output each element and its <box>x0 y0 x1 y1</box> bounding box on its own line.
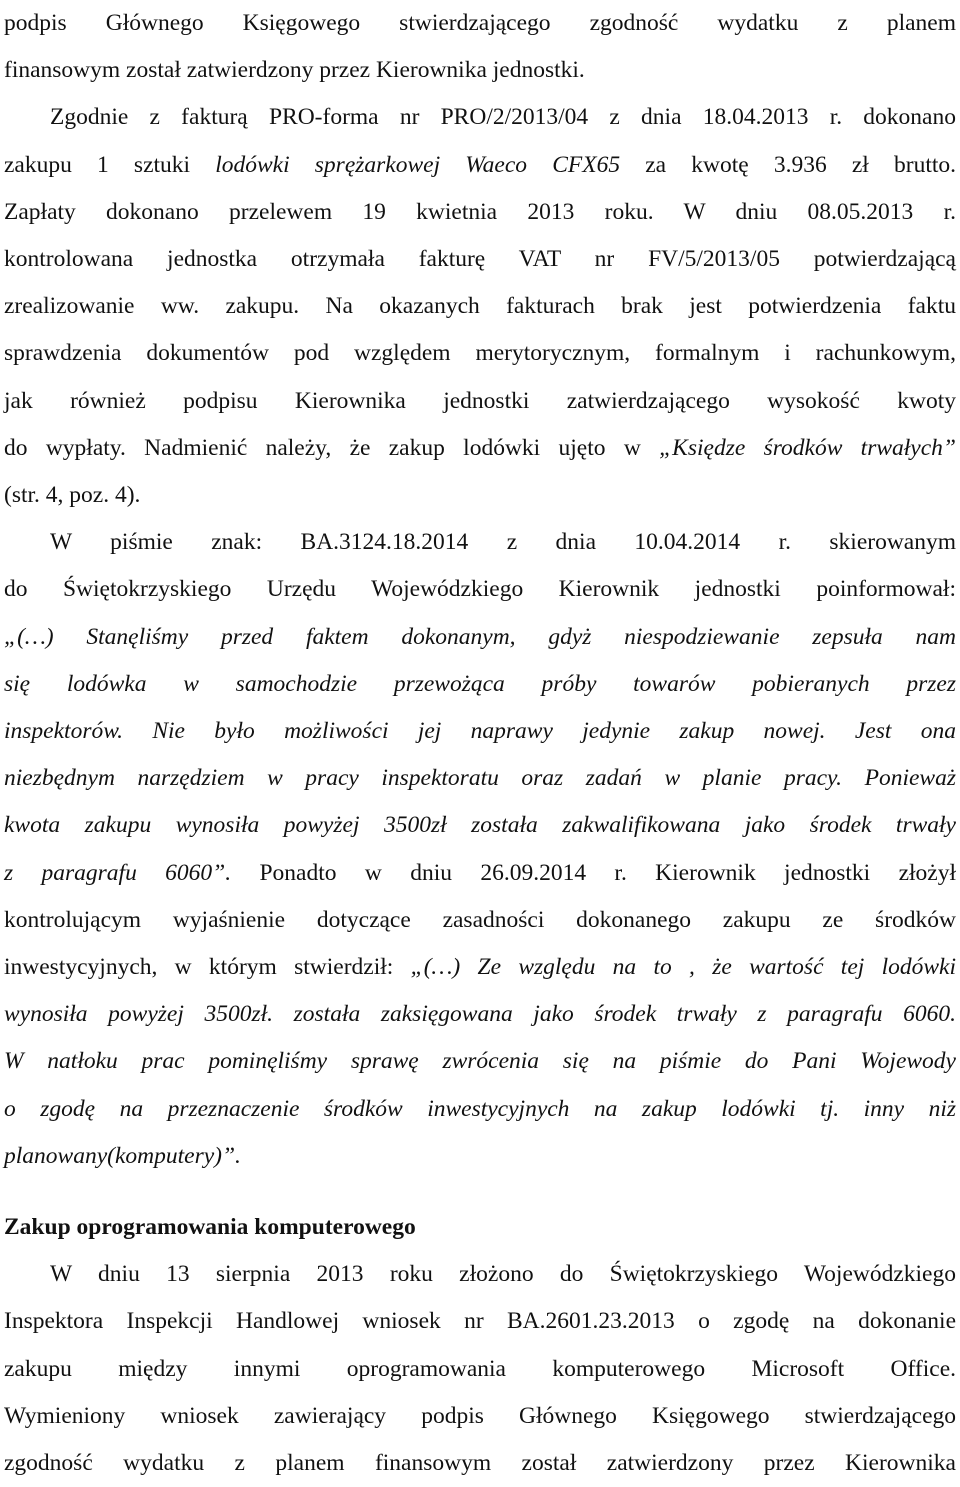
text-line: (str. 4, poz. 4). <box>4 482 141 509</box>
text-line: zrealizowanie ww. zakupu. Na okazanych fakturach brak jest potwierdzenia faktu <box>4 293 956 320</box>
text-line: zakupu między innymi oprogramowania komputerowego Microsoft Office. <box>4 1355 956 1382</box>
text-line: „(…) Stanęliśmy przed faktem dokonanym, gdyż niespodziewanie zepsuła nam <box>4 623 956 650</box>
text-line: Zgodnie z fakturą PRO-forma nr PRO/2/2013/04 z dnia 18.04.2013 r. dokonano <box>50 104 956 131</box>
text-line: W dniu 13 sierpnia 2013 roku złożono do Świętokrzyskiego Wojewódzkiego <box>50 1261 956 1288</box>
text-line: sprawdzenia dokumentów pod względem merytorycznym, formalnym i rachunkowym, <box>4 340 956 367</box>
text-line: jak również podpisu Kierownika jednostki zatwierdzającego wysokość kwoty <box>4 387 956 414</box>
text-line: niezbędnym narzędziem w pracy inspektoratu oraz zadań w planie pracy. Ponieważ <box>4 765 956 792</box>
text-line: do Świętokrzyskiego Urzędu Wojewódzkiego Kierownik jednostki poinformował: <box>4 576 956 603</box>
text-line: wynosiła powyżej 3500zł. została zaksięgowana jako środek trwały z paragrafu 6060. <box>4 1001 956 1028</box>
text-line: finansowym został zatwierdzony przez Kierownika jednostki. <box>4 57 585 84</box>
section-heading: Zakup oprogramowania komputerowego <box>4 1214 416 1241</box>
text-line: inspektorów. Nie było możliwości jej naprawy jedynie zakup nowej. Jest ona <box>4 718 956 745</box>
text-line: Zapłaty dokonano przelewem 19 kwietnia 2013 roku. W dniu 08.05.2013 r. <box>4 198 956 225</box>
text-line: planowany(komputery)”. <box>4 1142 241 1169</box>
body-text-block <box>4 0 956 1180</box>
text-line: do wypłaty. Nadmienić należy, że zakup lodówki ujęto w „Księdze środków trwałych” <box>4 434 956 461</box>
text-line: W piśmie znak: BA.3124.18.2014 z dnia 10.04.2014 r. skierowanym <box>50 529 956 556</box>
text-line: Inspektora Inspekcji Handlowej wniosek nr BA.2601.23.2013 o zgodę na dokonanie <box>4 1308 956 1335</box>
text-line: się lodówka w samochodzie przewożąca próby towarów pobieranych przez <box>4 670 956 697</box>
text-line: z paragrafu 6060”. Ponadto w dniu 26.09.2014 r. Kierownik jednostki złożył <box>4 859 956 886</box>
text-line: zakupu 1 sztuki lodówki sprężarkowej Waeco CFX65 za kwotę 3.936 zł brutto. <box>4 151 957 178</box>
text-line: kwota zakupu wynosiła powyżej 3500zł została zakwalifikowana jako środek trwały <box>4 812 956 839</box>
text-line: kontrolowana jednostka otrzymała fakturę VAT nr FV/5/2013/05 potwierdzającą <box>4 246 956 273</box>
text-line: W natłoku prac pominęliśmy sprawę zwrócenia się na piśmie do Pani Wojewody <box>4 1048 956 1075</box>
document-page <box>4 0 956 1487</box>
text-line: podpis Głównego Księgowego stwierdzającego zgodność wydatku z planem <box>4 10 956 36</box>
text-line: zgodność wydatku z planem finansowym został zatwierdzony przez Kierownika <box>4 1450 956 1477</box>
body-text-block-2 <box>4 1251 956 1487</box>
text-line: inwestycyjnych, w którym stwierdził: „(…) Ze względu na to , że wartość tej lodówki <box>4 954 956 981</box>
text-line: Wymieniony wniosek zawierający podpis Głównego Księgowego stwierdzającego <box>4 1402 956 1429</box>
text-line: kontrolującym wyjaśnienie dotyczące zasadności dokonanego zakupu ze środków <box>4 906 956 933</box>
text-line: o zgodę na przeznaczenie środków inwestycyjnych na zakup lodówki tj. inny niż <box>4 1095 956 1122</box>
